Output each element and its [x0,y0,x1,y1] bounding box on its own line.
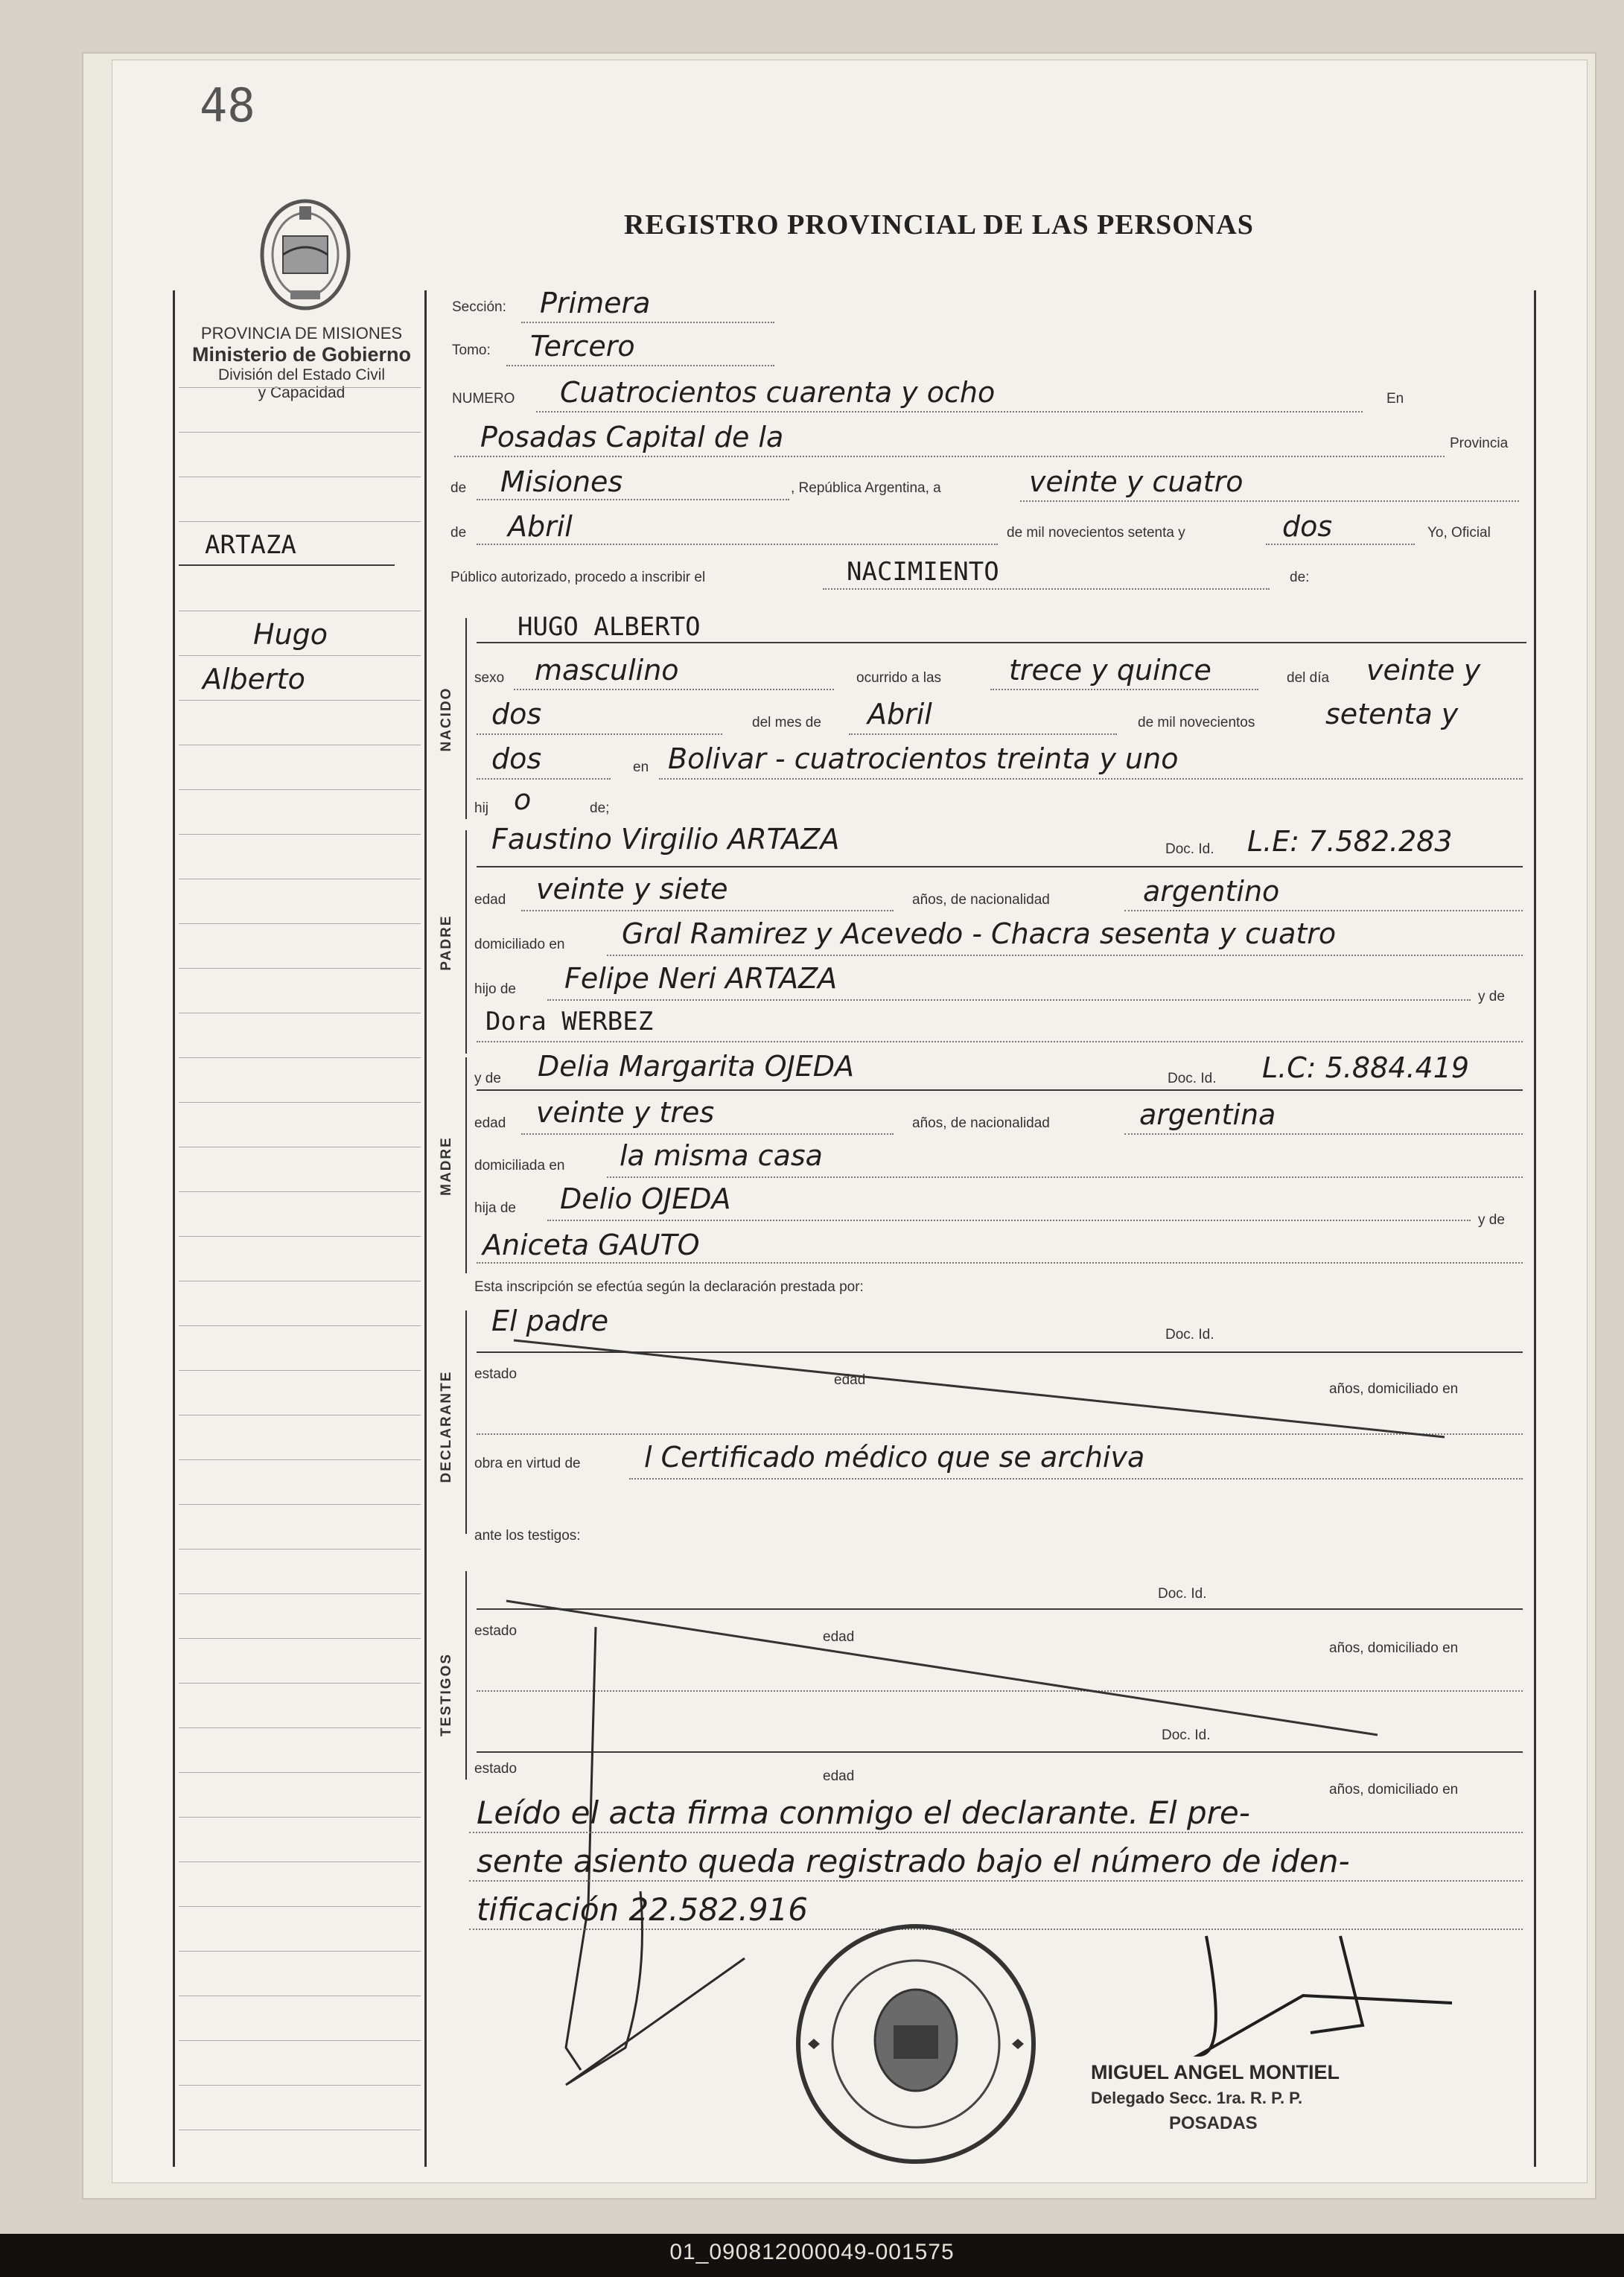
testigo1-doc-label: Doc. Id. [1158,1586,1207,1602]
father-domicilio-value: Grɑl Ramirez y Acevedo - Chacra sesenta y cuatro [622,917,1337,950]
mother-of-father: Dora WERBEZ [485,1007,654,1036]
oficial-label: Yo, Oficial [1427,525,1491,541]
father-edad-label: edad [474,892,506,908]
declarante-doc-label: Doc. Id. [1165,1327,1214,1343]
mother-yde2-label: y de [1478,1212,1505,1228]
de-semicolon-label: de; [590,800,610,816]
mother-doc-label: Doc. Id. [1168,1071,1217,1086]
seccion-value: Primera [540,287,651,319]
madre-section-label: MADRE [439,1136,454,1196]
obra-label: obra en virtud de [474,1456,581,1471]
mother-domicilio-value: la misma casa [620,1139,823,1172]
sexo-label: sexo [474,670,505,686]
closing-line-1-rule [469,1832,1523,1833]
mother-hija-label: hija de [474,1200,516,1216]
testigo2-domicilio-label: años, domiciliado en [1329,1782,1459,1797]
provincia-label: Provincia [1450,436,1509,451]
republica-label: , República Argentina, a [791,480,941,496]
mother-nacionalidad-label: años, de nacionalidad [912,1115,1050,1131]
numero-value: Cuatrocientos cuarenta y ocho [560,376,996,409]
nacido-section-label: NACIDO [439,687,454,752]
father-name: Faustino Virgilio ARTAZA [491,823,840,856]
seccion-label: Sección: [452,299,506,315]
official-city: POSADAS [1169,2113,1258,2133]
born-month-value: Abril [867,698,932,730]
mother-yde-label: y de [474,1071,501,1086]
born-en-label: en [633,759,649,775]
declarante-estado-label: estado [474,1366,518,1382]
ministry-label: Ministerio de Gobierno [191,343,412,366]
declarante-value: El padre [491,1305,609,1337]
declarante-domicilio-label: años, domiciliado en [1329,1381,1459,1397]
division-label-1: División del Estado Civil [217,366,386,383]
tomo-value: Tercero [530,330,635,363]
margin-given-name-1: Hugo [253,618,328,651]
tomo-label: Tomo: [452,343,491,358]
testigo2-doc-label: Doc. Id. [1162,1727,1211,1743]
province-value: Misiones [500,465,623,498]
official-stamp-icon [793,1921,1039,2167]
hour-value: trece y quince [1009,654,1211,687]
closing-line-1: Leído el acta firma conmigo el declarante. El pre- [477,1794,1250,1831]
father-of-mother: Delio OJEDA [560,1182,731,1215]
year-label: de mil novecientos setenta y [1007,525,1185,541]
sexo-value: masculino [535,654,679,687]
testigo1-edad-label: edad [823,1629,855,1645]
place-value: Posadas Capital de la [480,421,784,453]
numero-label: NUMERO [452,391,515,407]
testigo2-estado-label: estado [474,1761,518,1777]
declarante-edad-label: edad [834,1372,866,1388]
month-value: Abril [508,510,573,543]
act-type-value: NACIMIENTO [847,557,999,587]
day-value-1: veinte y [1366,654,1481,687]
obra-value: l Certificado médico que se archiva [644,1441,1145,1474]
de-colon-label: de: [1290,570,1310,585]
hij-label: hij [474,800,489,816]
date-day-value: veinte y cuatro [1029,465,1244,498]
mes-label: del mes de [752,715,821,730]
mother-edad-value: veinte y tres [536,1096,715,1129]
padre-section-label: PADRE [439,914,454,971]
father-domicilio-label: domiciliado en [474,937,565,952]
mother-doc-value: L.C: 5.884.419 [1262,1051,1470,1084]
testigo2-edad-label: edad [823,1768,855,1784]
day-value-2: dos [491,698,542,730]
born-year-value-1: setenta y [1325,698,1459,730]
image-id-label: 01_090812000049-001575 [669,2240,955,2264]
born-year-label: de mil novecientos [1138,715,1255,730]
father-doc-value: L.E: 7.582.283 [1247,825,1453,858]
father-of-father: Felipe Neri ARTAZA [564,962,838,995]
testigos-section-label: TESTIGOS [439,1652,454,1737]
margin-surname: ARTAZA [205,530,296,560]
father-edad-value: veinte y siete [536,873,728,905]
dia-label: del día [1287,670,1330,686]
de-label-1: de [450,480,467,496]
testigo1-domicilio-label: años, domiciliado en [1329,1640,1459,1656]
father-doc-label: Doc. Id. [1165,841,1214,857]
division-label-2: y Capacidad [258,384,346,401]
mother-edad-label: edad [474,1115,506,1131]
father-yde-label: y de [1478,989,1505,1004]
hij-value: o [514,783,532,816]
father-nacionalidad-value: argentino [1143,875,1280,908]
form-title: REGISTRO PROVINCIAL DE LAS PERSONAS [624,209,1254,241]
official-title: Delegado Secc. 1ra. R. P. P. [1091,2089,1303,2107]
mother-nacionalidad-value: argentina [1139,1098,1276,1131]
testigos-intro-label: ante los testigos: [474,1528,581,1544]
father-hijo-label: hijo de [474,981,516,997]
publico-label: Público autorizado, procedo a inscribir el [450,570,706,585]
mother-name: Delia Margarita OJEDA [538,1050,855,1083]
ocurrido-label: ocurrido a las [856,670,942,686]
official-name: MIGUEL ANGEL MONTIEL [1091,2061,1340,2083]
mother-domicilio-label: domiciliada en [474,1158,565,1173]
born-full-name: HUGO ALBERTO [518,612,701,642]
born-place-value: Bolivar - cuatrocientos treinta y uno [668,742,1179,775]
year-value: dos [1282,510,1333,543]
en-label: En [1386,391,1404,407]
de-label-2: de [450,525,467,541]
father-nacionalidad-label: años, de nacionalidad [912,892,1050,908]
mother-of-mother: Aniceta GAUTO [483,1229,700,1261]
margin-given-name-2: Alberto [203,663,305,695]
province-label: PROVINCIA DE MISIONES [200,324,403,343]
closing-line-2-rule [469,1880,1523,1882]
declarante-section-label: DECLARANTE [439,1370,454,1483]
born-year-value-2: dos [491,742,542,775]
testigo1-estado-label: estado [474,1623,518,1639]
page-number: 48 [200,78,255,133]
closing-line-2: sente asiento queda registrado bajo el número de iden- [477,1843,1350,1879]
closing-line-3: tificación 22.582.916 [477,1891,808,1928]
declaracion-intro-label: Esta inscripción se efectúa según la declaración prestada por: [474,1279,864,1295]
